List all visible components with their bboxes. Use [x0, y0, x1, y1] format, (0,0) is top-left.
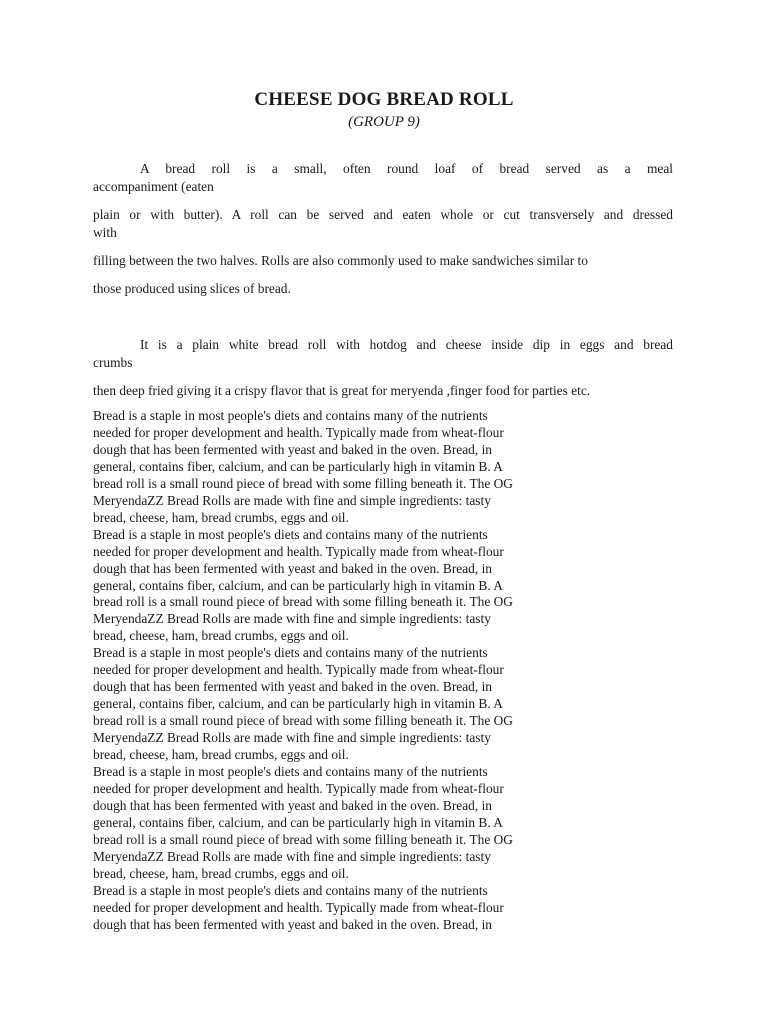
- para1-line4: with: [93, 225, 117, 240]
- body-line: MeryendaZZ Bread Rolls are made with fine and simple ingredients: tasty: [93, 848, 491, 864]
- para1-line5: filling between the two halves. Rolls are also commonly used to make sandwiches similar to: [93, 253, 588, 268]
- body-line: bread roll is a small round piece of bread with some filling beneath it. The OG: [93, 713, 513, 729]
- body-line: needed for proper development and health. Typically made from wheat-flour: [93, 899, 504, 915]
- para1-line6: those produced using slices of bread.: [93, 281, 291, 296]
- para1-line2: accompaniment (eaten: [93, 179, 214, 194]
- body-line: needed for proper development and health. Typically made from wheat-flour: [93, 424, 504, 440]
- body-line: bread, cheese, ham, bread crumbs, eggs and oil.: [93, 628, 349, 644]
- body-text-block: [93, 408, 693, 934]
- body-line: Bread is a staple in most people's diets and contains many of the nutrients: [93, 882, 488, 898]
- body-line: dough that has been fermented with yeast and baked in the oven. Bread, in: [93, 679, 492, 695]
- para2-line3: then deep fried giving it a crispy flavor that is great for meryenda ,finger food for parties etc.: [93, 383, 591, 398]
- para1-line1: A bread roll is a small, often round loaf of bread served as a meal: [140, 161, 673, 176]
- body-line: MeryendaZZ Bread Rolls are made with fine and simple ingredients: tasty: [93, 611, 491, 627]
- body-line: MeryendaZZ Bread Rolls are made with fine and simple ingredients: tasty: [93, 730, 491, 746]
- body-line: needed for proper development and health. Typically made from wheat-flour: [93, 780, 504, 796]
- body-line: bread, cheese, ham, bread crumbs, eggs and oil.: [93, 865, 349, 881]
- body-line: bread, cheese, ham, bread crumbs, eggs and oil.: [93, 747, 349, 763]
- para2-line1: It is a plain white bread roll with hotdog and cheese inside dip in eggs and bread: [140, 337, 673, 352]
- body-line: dough that has been fermented with yeast and baked in the oven. Bread, in: [93, 797, 492, 813]
- body-line: general, contains fiber, calcium, and can be particularly high in vitamin B. A: [93, 696, 503, 712]
- body-line: bread roll is a small round piece of bread with some filling beneath it. The OG: [93, 594, 513, 610]
- body-line: dough that has been fermented with yeast and baked in the oven. Bread, in: [93, 560, 492, 576]
- body-line: MeryendaZZ Bread Rolls are made with fine and simple ingredients: tasty: [93, 492, 491, 508]
- para1-line3: plain or with butter). A roll can be served and eaten whole or cut transversely and dressed: [93, 207, 673, 222]
- body-line: dough that has been fermented with yeast and baked in the oven. Bread, in: [93, 916, 492, 932]
- body-line: general, contains fiber, calcium, and can be particularly high in vitamin B. A: [93, 458, 503, 474]
- body-line: needed for proper development and health. Typically made from wheat-flour: [93, 543, 504, 559]
- body-line: bread roll is a small round piece of bread with some filling beneath it. The OG: [93, 475, 513, 491]
- body-line: Bread is a staple in most people's diets and contains many of the nutrients: [93, 408, 488, 423]
- document-title: CHEESE DOG BREAD ROLL: [254, 89, 514, 110]
- body-line: Bread is a staple in most people's diets and contains many of the nutrients: [93, 645, 488, 661]
- body-line: general, contains fiber, calcium, and can be particularly high in vitamin B. A: [93, 814, 503, 830]
- body-line: needed for proper development and health. Typically made from wheat-flour: [93, 662, 504, 678]
- body-line: Bread is a staple in most people's diets and contains many of the nutrients: [93, 526, 488, 542]
- body-line: Bread is a staple in most people's diets and contains many of the nutrients: [93, 764, 488, 780]
- body-line: bread, cheese, ham, bread crumbs, eggs and oil.: [93, 509, 349, 525]
- body-line: bread roll is a small round piece of bread with some filling beneath it. The OG: [93, 831, 513, 847]
- body-line: general, contains fiber, calcium, and can be particularly high in vitamin B. A: [93, 577, 503, 593]
- document-subtitle: (GROUP 9): [348, 114, 420, 130]
- para2-line2: crumbs: [93, 355, 133, 370]
- body-line: dough that has been fermented with yeast and baked in the oven. Bread, in: [93, 441, 492, 457]
